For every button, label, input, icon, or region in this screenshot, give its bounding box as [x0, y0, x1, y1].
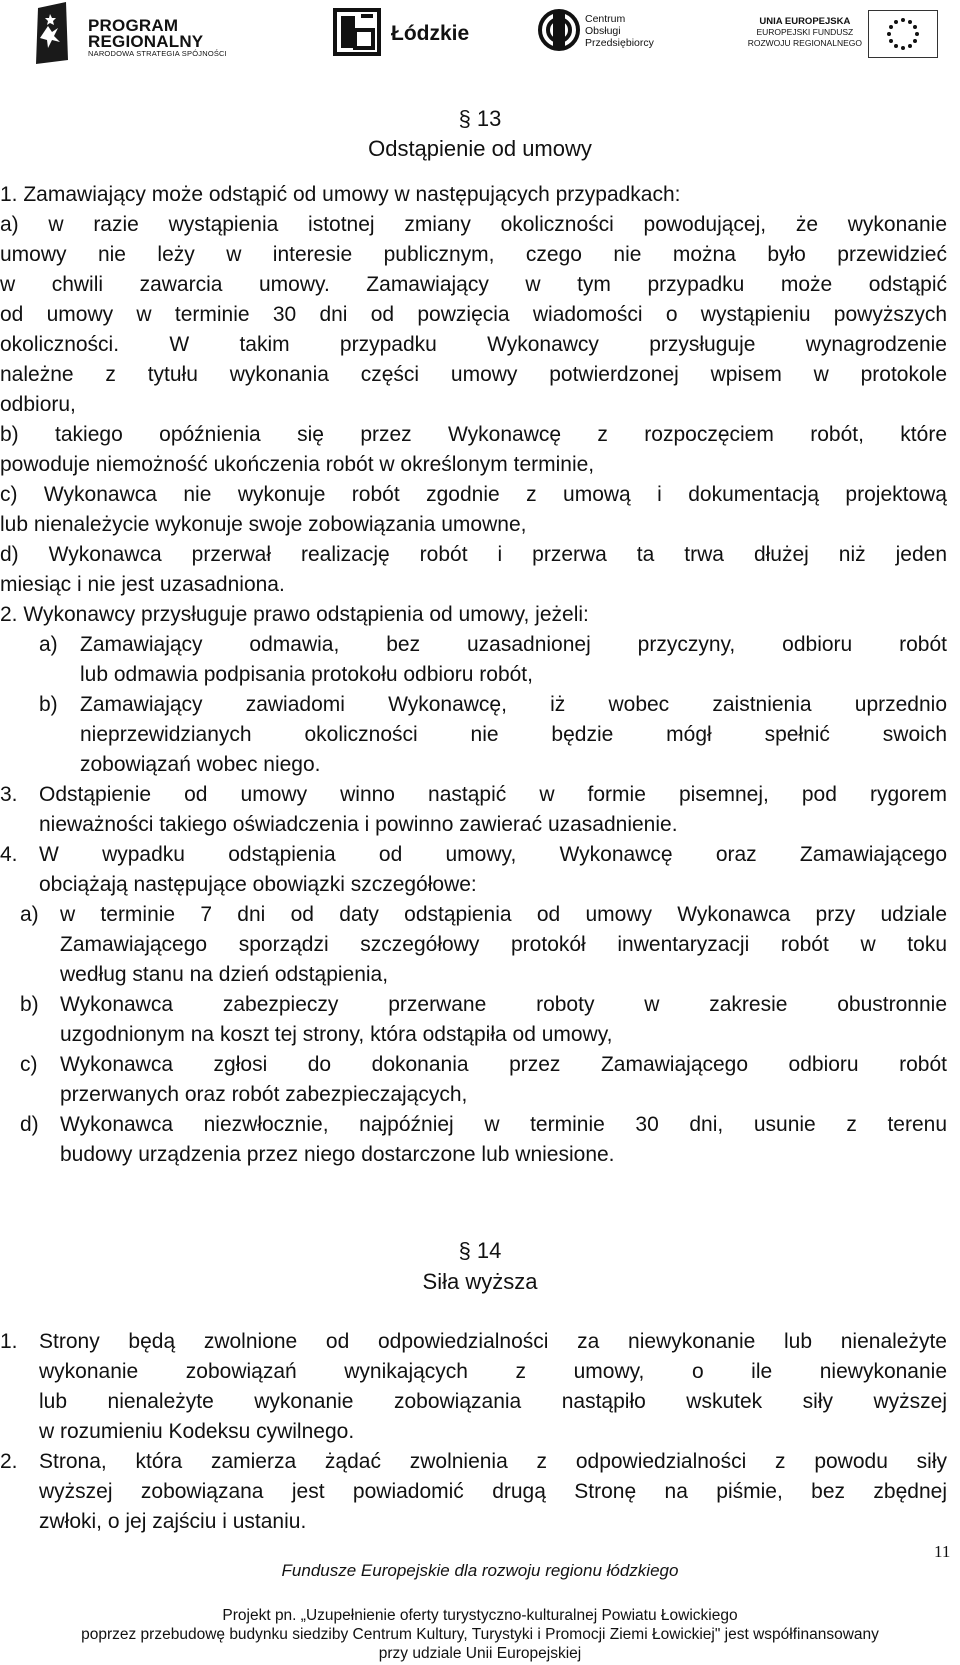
- s14-p1-line-1: wykonanie zobowiązań wynikających z umowy, o ile niewykonanie: [39, 1360, 947, 1383]
- p4b-line-1: uzgodnionym na koszt tej strony, która odstąpiła od umowy,: [60, 1023, 613, 1046]
- p2b-marker: b): [39, 693, 58, 716]
- obslugi-line: Obsługi: [585, 25, 621, 37]
- p2b-line-2: zobowiązań wobec niego.: [80, 753, 321, 776]
- s13-line-13: miesiąc i nie jest uzasadniona.: [0, 573, 285, 596]
- eu-flag-icon: [868, 10, 938, 58]
- s13-line-14: 2. Wykonawcy przysługuje prawo odstąpienia od umowy, jeżeli:: [0, 603, 589, 626]
- centrum-obslugi-emblem-icon: [537, 8, 581, 52]
- ue-line2: EUROPEJSKI FUNDUSZ: [756, 27, 854, 37]
- program-regionalny-flag-icon: [32, 2, 72, 64]
- s14-p2-line-2: zwłoki, o jej zajściu i ustaniu.: [39, 1510, 307, 1533]
- lodzkie-logo: [333, 8, 468, 62]
- p4b-line-0: Wykonawca zabezpieczy przerwane roboty w zakresie obustronnie: [60, 993, 947, 1016]
- unia-europejska-logo: [728, 10, 938, 64]
- s13-line-7: odbioru,: [0, 393, 76, 416]
- header-logos: [0, 0, 960, 70]
- przedsiebiorcy-line: Przedsiębiorcy: [585, 37, 654, 49]
- regionalny-line: REGIONALNY: [88, 32, 204, 51]
- p3-marker: 3.: [0, 783, 18, 806]
- page-number: 11: [934, 1542, 951, 1561]
- p4b-marker: b): [20, 993, 39, 1016]
- p4-line-0: W wypadku odstąpienia od umowy, Wykonawcę oraz Zamawiającego: [39, 843, 947, 866]
- p2a-line-1: lub odmawia podpisania protokołu odbioru robót,: [80, 663, 533, 686]
- p2b-line-0: Zamawiający zawiadomi Wykonawcę, iż wobec zaistnienia uprzednio: [80, 693, 947, 716]
- p4d-line-0: Wykonawca niezwłocznie, najpóźniej w terminie 30 dni, usunie z terenu: [60, 1113, 947, 1136]
- unia-europejska-text: [748, 16, 862, 49]
- s13-line-10: c) Wykonawca nie wykonuje robót zgodnie z umową i dokumentacją projektową: [0, 483, 947, 506]
- footer-project-line-2: poprzez przebudowę budynku siedziby Centrum Kultury, Turystyki i Promocji Ziemi Łowickiej" jest współfinansowany: [81, 1626, 879, 1643]
- strategia-line: NARODOWA STRATEGIA SPÓJNOŚCI: [88, 49, 227, 58]
- s14-p2-line-1: wyższej zobowiązana jest powiadomić drugą Stronę na piśmie, bez zbędnej: [39, 1480, 947, 1503]
- s13-line-2: umowy nie leży w interesie publicznym, czego nie można było przewidzieć: [0, 243, 947, 266]
- p4a-marker: a): [20, 903, 39, 926]
- p4c-marker: c): [20, 1053, 38, 1076]
- s13-line-8: b) takiego opóźnienia się przez Wykonawcę z rozpoczęciem robót, które: [0, 423, 947, 446]
- program-regionalny-logo: [32, 2, 232, 64]
- s14-p2-line-0: Strona, która zamierza żądać zwolnienia z odpowiedzialności z powodu siły: [39, 1450, 947, 1473]
- footer-project-line-1: Projekt pn. „Uzupełnienie oferty turystyczno-kulturalnej Powiatu Łowickiego: [222, 1607, 738, 1624]
- centrum-obslugi-name: [585, 13, 654, 49]
- p2a-line-0: Zamawiający odmawia, bez uzasadnionej przyczyny, odbioru robót: [80, 633, 947, 656]
- s13-line-11: lub nienależycie wykonuje swoje zobowiązania umowne,: [0, 513, 527, 536]
- section-14-number: § 14: [458, 1238, 502, 1263]
- footer-fund-line: Fundusze Europejskie dla rozwoju regionu łódzkiego: [281, 1561, 679, 1580]
- p4-line-1: obciążają następujące obowiązki szczegółowe:: [39, 873, 477, 896]
- p4d-marker: d): [20, 1113, 39, 1136]
- s13-line-6: należne z tytułu wykonania części umowy potwierdzonej wpisem w protokole: [0, 363, 947, 386]
- p4a-line-2: według stanu na dzień odstąpienia,: [60, 963, 389, 986]
- section-13-number: § 13: [458, 106, 502, 131]
- section-13-title: Odstąpienie od umowy: [368, 136, 592, 161]
- s13-line-1: a) w razie wystąpienia istotnej zmiany okoliczności powodującej, że wykonanie: [0, 213, 947, 236]
- program-line: PROGRAM: [88, 16, 179, 35]
- s14-p2-marker: 2.: [0, 1450, 18, 1473]
- lodzkie-name: Łódzkie: [391, 22, 470, 45]
- s13-line-3: w chwili zawarcia umowy. Zamawiający w tym przypadku może odstąpić: [0, 273, 947, 296]
- p4c-line-1: przerwanych oraz robót zabezpieczających,: [60, 1083, 468, 1106]
- s13-line-12: d) Wykonawca przerwał realizację robót i przerwa ta trwa dłużej niż jeden: [0, 543, 947, 566]
- p4d-line-1: budowy urządzenia przez niego dostarczone lub wniesione.: [60, 1143, 615, 1166]
- p4-marker: 4.: [0, 843, 18, 866]
- section-14-title: Siła wyższa: [422, 1269, 538, 1294]
- ue-line3: ROZWOJU REGIONALNEGO: [747, 38, 862, 48]
- lodzkie-emblem-icon: [333, 8, 383, 58]
- ue-line1: UNIA EUROPEJSKA: [759, 16, 851, 27]
- p4c-line-0: Wykonawca zgłosi do dokonania przez Zamawiającego odbioru robót: [60, 1053, 947, 1076]
- p3-line-1: nieważności takiego oświadczenia i powinno zawierać uzasadnienie.: [39, 813, 678, 836]
- s13-line-9: powoduje niemożność ukończenia robót w określonym terminie,: [0, 453, 595, 476]
- s14-p1-line-0: Strony będą zwolnione od odpowiedzialności za niewykonanie lub nienależyte: [39, 1330, 947, 1353]
- p4a-line-0: w terminie 7 dni od daty odstąpienia od umowy Wykonawca przy udziale: [60, 903, 947, 926]
- centrum-obslugi-logo: [537, 8, 657, 62]
- s13-line-5: okoliczności. W takim przypadku Wykonawcy przysługuje wynagrodzenie: [0, 333, 947, 356]
- s13-line-4: od umowy w terminie 30 dni od powzięcia wiadomości o wystąpieniu powyższych: [0, 303, 947, 326]
- s14-p1-marker: 1.: [0, 1330, 18, 1353]
- p2b-line-1: nieprzewidzianych okoliczności nie będzie mógł spełnić swoich: [80, 723, 947, 746]
- p2a-marker: a): [39, 633, 58, 656]
- s14-p1-line-2: lub nienależyte wykonanie zobowiązania nastąpiło wskutek siły wyższej: [39, 1390, 947, 1413]
- s14-p1-line-3: w rozumieniu Kodeksu cywilnego.: [39, 1420, 355, 1443]
- p4a-line-1: Zamawiającego sporządzi szczegółowy protokół inwentaryzacji robót w toku: [60, 933, 947, 956]
- centrum-line: Centrum: [585, 13, 626, 25]
- footer-project-line-3: przy udziale Unii Europejskiej: [378, 1645, 582, 1662]
- p3-line-0: Odstąpienie od umowy winno nastąpić w formie pisemnej, pod rygorem: [39, 783, 947, 806]
